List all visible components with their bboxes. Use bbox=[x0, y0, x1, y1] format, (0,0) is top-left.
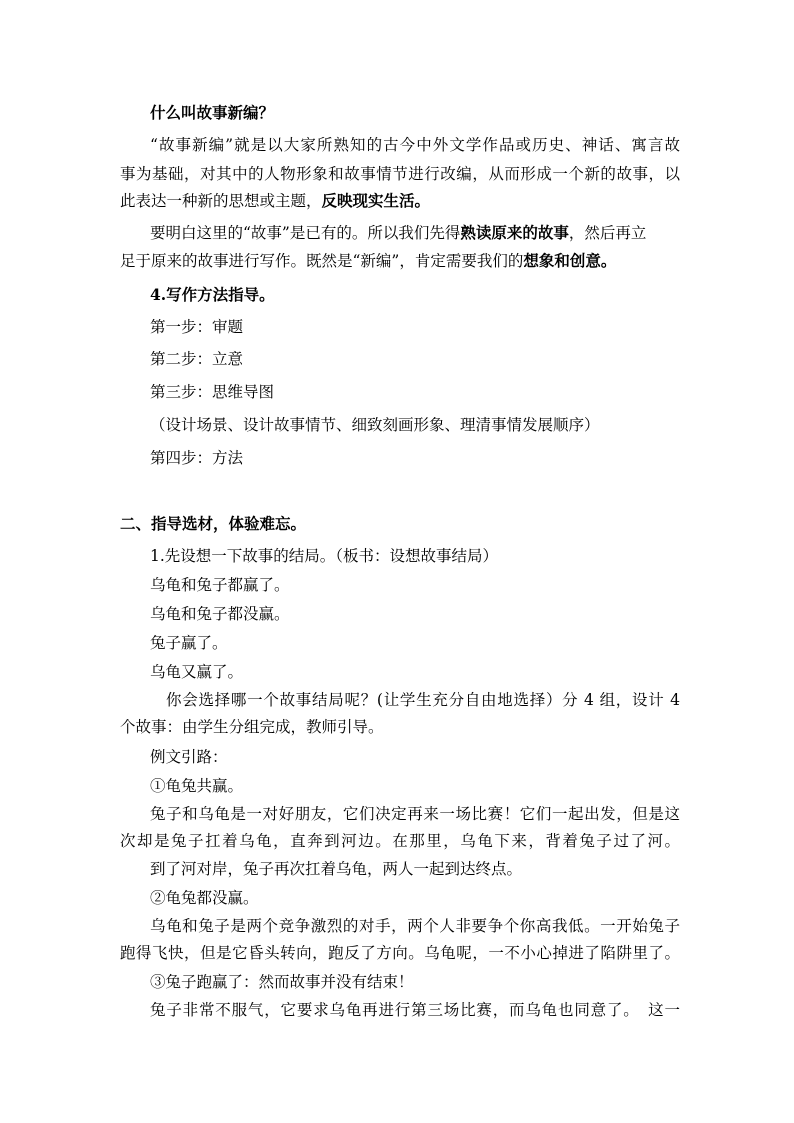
definition-text: 此表达一种新的思想或主题， bbox=[120, 192, 322, 210]
explain-emphasis-a: 熟读原来的故事 bbox=[460, 223, 569, 242]
example-2-line-2: 跑得飞快，但是它昏头转向，跑反了方向。乌龟呢，一不小心掉进了陷阱里了。 bbox=[120, 944, 680, 962]
definition-line-1: “故事新编”就是以大家所熟知的古今中外文学作品或历史、神话、寓言故 bbox=[150, 136, 680, 154]
section-title-what-is-story-retelling: 什么叫故事新编？ bbox=[150, 103, 275, 122]
item-imagine-ending: 1.先设想一下故事的结局。（板书：设想故事结局） bbox=[150, 547, 499, 565]
question-line-1: 你会选择哪一个故事结局呢？(让学生充分自由地选择）分 4 组，设计 4 bbox=[166, 691, 680, 709]
explain-emphasis-b: 想象和创意。 bbox=[523, 251, 617, 270]
explain-text-b: ，然后再立 bbox=[568, 224, 647, 242]
example-1-line-1: 兔子和乌龟是一对好朋友，它们决定再来一场比赛！它们一起出发，但是这 bbox=[150, 805, 680, 823]
question-line-2: 个故事：由学生分组完成，教师引导。 bbox=[120, 718, 384, 736]
step-item: 第二步：立意 bbox=[150, 350, 244, 368]
example-2-title: ②龟兔都没赢。 bbox=[150, 889, 259, 907]
ending-option: 兔子赢了。 bbox=[150, 634, 228, 652]
step-item: 第三步：思维导图 bbox=[150, 383, 275, 401]
explain-text-a: 要明白这里的“故事”是已有的。所以我们先得 bbox=[150, 224, 461, 242]
definition-line-3 bbox=[120, 191, 680, 211]
step-item: （设计场景、设计故事情节、细致刻画形象、理清事情发展顺序） bbox=[150, 416, 600, 434]
definition-emphasis: 反映现实生活。 bbox=[321, 191, 431, 210]
explain-line-2 bbox=[120, 251, 680, 271]
explain-text-c: 足于原来的故事进行写作。既然是“新编”，肯定需要我们的 bbox=[120, 252, 524, 270]
step-item: 第一步：审题 bbox=[150, 318, 244, 336]
example-2-line-1: 乌龟和兔子是两个竞争激烈的对手，两个人非要争个你高我低。一开始兔子 bbox=[150, 917, 680, 935]
definition-line-2: 事为基础，对其中的人物形象和故事情节进行改编，从而形成一个新的故事，以 bbox=[120, 165, 680, 183]
example-1-title: ①龟兔共赢。 bbox=[150, 777, 244, 795]
example-3-title: ③兔子跑赢了：然而故事并没有结束！ bbox=[150, 973, 414, 991]
ending-option: 乌龟又赢了。 bbox=[150, 663, 244, 681]
example-1-line-2: 次却是兔子扛着乌龟，直奔到河边。在那里，乌龟下来，背着兔子过了河。 bbox=[120, 832, 680, 850]
ending-option: 乌龟和兔子都赢了。 bbox=[150, 576, 290, 594]
example-1-line-3: 到了河对岸，兔子再次扛着乌龟，两人一起到达终点。 bbox=[150, 860, 523, 878]
section-title-guide-material: 二、指导选材，体验难忘。 bbox=[120, 514, 307, 533]
ending-option: 乌龟和兔子都没赢。 bbox=[150, 605, 290, 623]
step-item: 第四步：方法 bbox=[150, 449, 244, 467]
method-title: 4.写作方法指导。 bbox=[150, 285, 275, 304]
example-label: 例文引路： bbox=[150, 748, 228, 766]
explain-line-1 bbox=[150, 223, 680, 243]
example-3-line-1: 兔子非常不服气，它要求乌龟再进行第三场比赛，而乌龟也同意了。 这一 bbox=[150, 1001, 680, 1019]
